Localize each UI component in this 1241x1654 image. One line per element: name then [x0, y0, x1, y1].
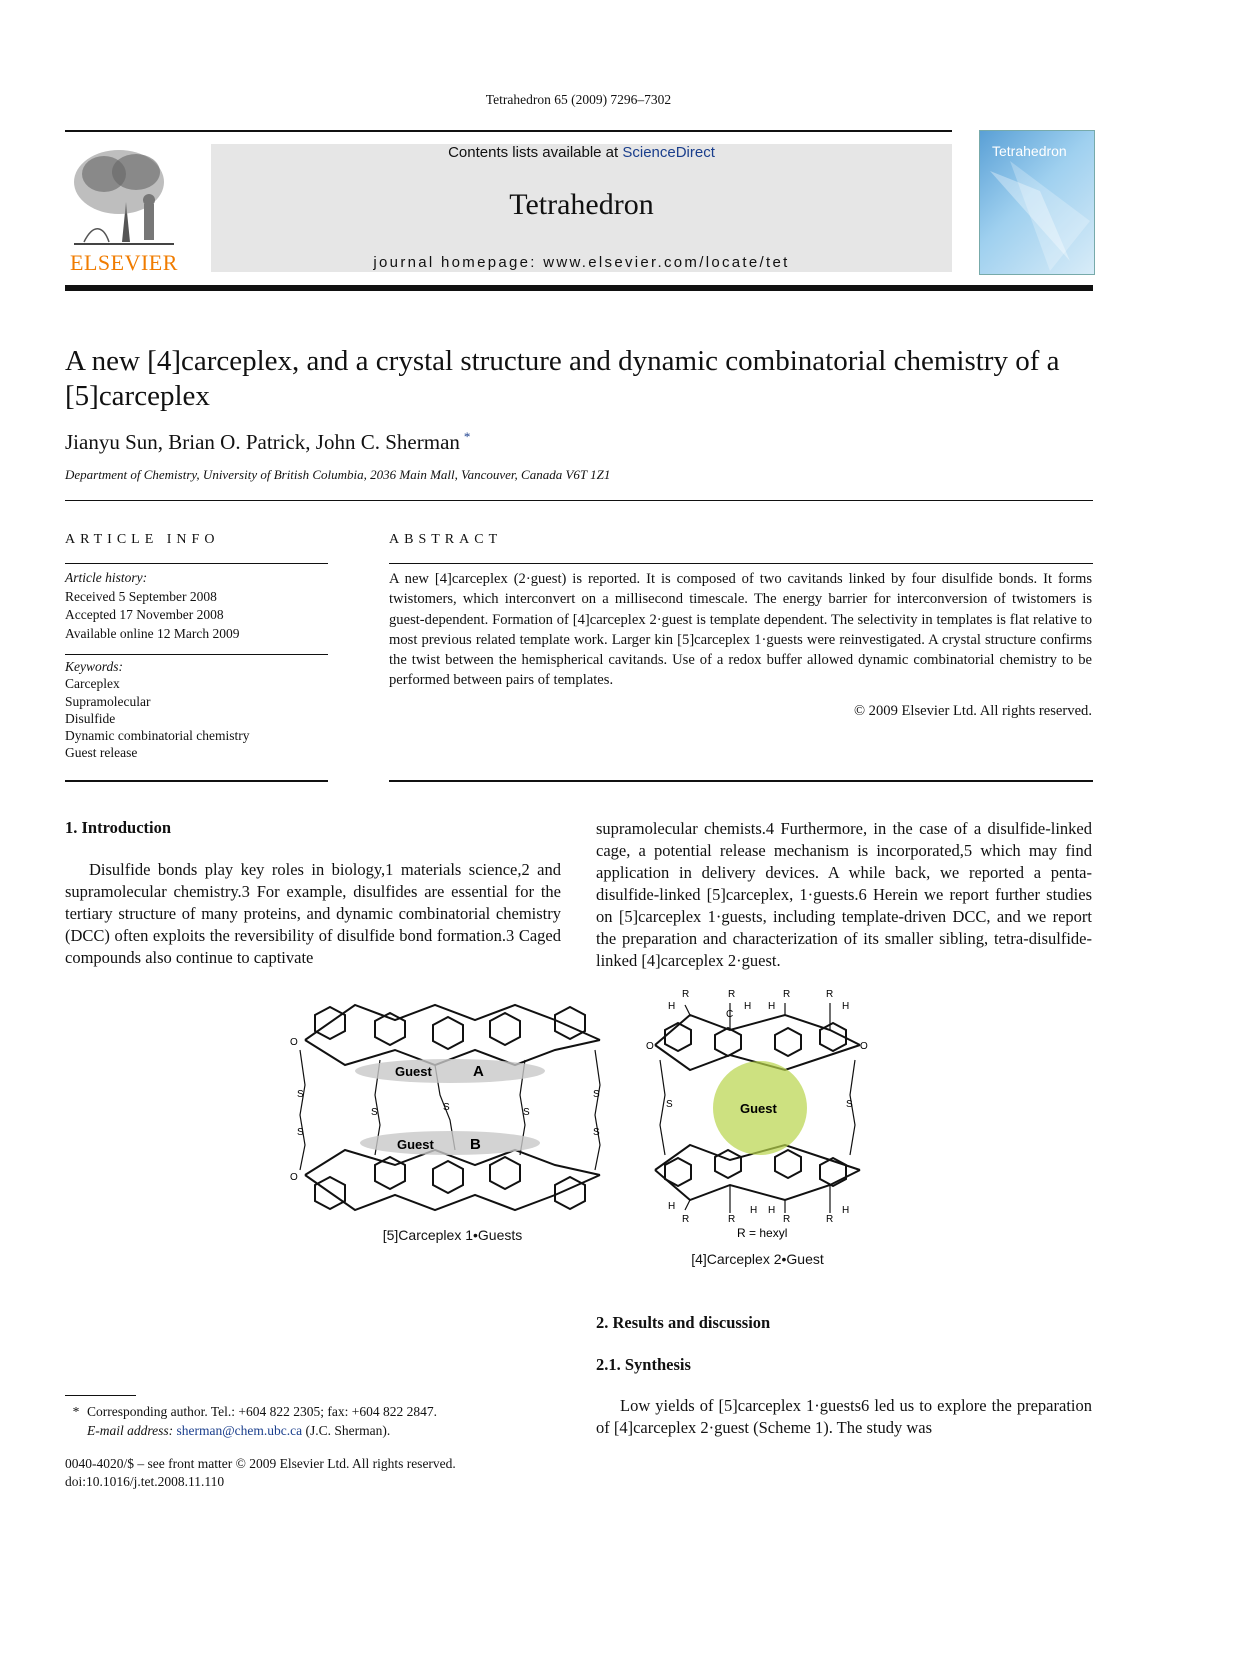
intro-paragraph-2: supramolecular chemists.4 Furthermore, in the case of a disulfide-linked cage, a potential release mechanism is incorporated,5 which may find application in delivery devices. A while back, we reported a penta-disulfide-linked [5]carceplex, 1·guests.6 Herein we report further studies on [5]carceplex 1·guests, including template-driven DCC, and we report the preparation and characterization of its smaller sibling, tetra-disulfide-linked [4]carceplex 2·guest.	[596, 819, 1092, 970]
article-history	[65, 569, 328, 643]
sulfur-label: S	[443, 1102, 450, 1113]
h-label: H	[842, 1001, 850, 1012]
guest-a-letter: A	[473, 1063, 484, 1080]
results-heading: 2. Results and discussion	[596, 1313, 771, 1332]
r-label: R	[728, 1214, 736, 1225]
abstract-heading: ABSTRACT	[389, 532, 503, 547]
guest-a-label: Guest	[395, 1064, 432, 1079]
corresponding-author-mark[interactable]: *	[463, 429, 471, 444]
cover-title: Tetrahedron	[992, 143, 1067, 159]
guest-b-label: Guest	[397, 1137, 434, 1152]
front-matter-line: 0040-4020/$ – see front matter © 2009 Elsevier Ltd. All rights reserved.	[65, 1456, 456, 1471]
oxygen-label: O	[290, 1172, 298, 1183]
abstract-copyright: © 2009 Elsevier Ltd. All rights reserved.	[853, 703, 1092, 719]
r-label: R	[826, 1214, 834, 1225]
history-label: Article history:	[65, 570, 148, 585]
h-label: H	[842, 1205, 850, 1216]
footnote-block	[65, 1402, 561, 1440]
journal-title: Tetrahedron	[509, 188, 654, 221]
sulfur-label: S	[846, 1099, 853, 1110]
carceplex-4-structure	[640, 985, 875, 1267]
email-suffix: (J.C. Sherman).	[305, 1423, 391, 1438]
sulfur-label: S	[593, 1127, 600, 1138]
carceplex-5-structure	[285, 985, 620, 1250]
history-online: Available online 12 March 2009	[65, 625, 240, 641]
h-label: H	[744, 1001, 752, 1012]
contents-line	[211, 144, 952, 162]
h-label: H	[668, 1001, 676, 1012]
sulfur-label: S	[593, 1089, 600, 1100]
email-link[interactable]: sherman@chem.ubc.ca	[176, 1423, 303, 1438]
c-label: C	[726, 1009, 734, 1020]
h-label: H	[750, 1205, 758, 1216]
keyword: Carceplex	[65, 676, 120, 692]
history-accepted: Accepted 17 November 2008	[65, 607, 224, 622]
article-info-heading: ARTICLE INFO	[65, 532, 220, 547]
sulfur-label: S	[297, 1089, 304, 1100]
keyword: Dynamic combinatorial chemistry	[65, 728, 250, 744]
keywords-label: Keywords:	[65, 659, 123, 674]
synthesis-heading: 2.1. Synthesis	[596, 1355, 691, 1374]
elsevier-logo	[64, 142, 184, 274]
sulfur-label: S	[371, 1107, 378, 1118]
corresponding-note	[65, 1402, 561, 1421]
r-label: R	[728, 989, 736, 1000]
sulfur-label: S	[666, 1099, 673, 1110]
keywords-rule	[65, 654, 328, 655]
history-received: Received 5 September 2008	[65, 588, 217, 604]
authors: Jianyu Sun, Brian O. Patrick, John C. Sherman	[65, 430, 460, 454]
affiliation: Department of Chemistry, University of British Columbia, 2036 Main Mall, Vancouver, Canada V6T 1Z1	[65, 467, 611, 482]
oxygen-label: O	[290, 1037, 298, 1048]
carceplex-5-diagram	[285, 985, 620, 1250]
contents-prefix: Contents lists available at	[448, 144, 623, 161]
guest-b-letter: B	[470, 1136, 481, 1153]
email-label: E-mail address:	[87, 1423, 174, 1438]
doi-line[interactable]: doi:10.1016/j.tet.2008.11.110	[65, 1473, 225, 1489]
carceplex-4-caption: [4]Carceplex 2•Guest	[691, 1251, 824, 1267]
intro-paragraph-1: Disulfide bonds play key roles in biology,1 materials science,2 and supramolecular chemistry.3 For example, disulfides are essential for the tertiary structure of many proteins, and dynamic combinatorial chemistry (DCC) often exploits the reversibility of disulfide bond formation.3 Caged compounds also continue to captivate	[65, 860, 561, 967]
oxygen-label: O	[646, 1041, 654, 1052]
email-note	[65, 1421, 561, 1440]
front-matter	[65, 1455, 456, 1490]
guest-label: Guest	[740, 1101, 777, 1116]
r-label: R	[783, 989, 791, 1000]
h-label: H	[768, 1001, 776, 1012]
elsevier-wordmark: ELSEVIER	[70, 250, 178, 275]
synthesis-paragraph: Low yields of [5]carceplex 1·guests6 led us to explore the preparation of [4]carceplex 2·guest (Scheme 1). The study was	[596, 1396, 1092, 1437]
abstract-text: A new [4]carceplex (2·guest) is reported. It is composed of two cavitands linked by four disulfide bonds. It forms twistomers, which interconvert on a millisecond timescale. The energy barrier for interconversion of twistomers is guest-dependent. Formation of [4]carceplex 2·guest is template dependent. The selectivity in templates is flat relative to most previous related template work. Larger kin [5]carceplex 1·guests were reinvestigated. A crystal structure confirms the twist between the hemispherical cavitands. Use of a redox buffer allowed dynamic combinatorial chemistry to be performed between pairs of templates.	[389, 571, 1092, 689]
h-label: H	[668, 1201, 676, 1212]
r-label: R	[682, 989, 690, 1000]
abstract-bottom-rule	[389, 780, 1093, 782]
abstract-rule	[389, 563, 1093, 564]
journal-citation: Tetrahedron 65 (2009) 7296–7302	[485, 92, 672, 107]
oxygen-label: O	[860, 1041, 868, 1052]
header-bottom-rule	[65, 285, 1093, 291]
carceplex-5-caption: [5]Carceplex 1•Guests	[382, 1227, 523, 1243]
keywords	[65, 658, 328, 762]
keyword: Guest release	[65, 745, 138, 761]
footnote-rule	[65, 1395, 136, 1396]
h-label: H	[768, 1205, 776, 1216]
r-label: R	[826, 989, 834, 1000]
elsevier-tree-icon	[64, 142, 184, 252]
article-info-rule	[65, 563, 328, 564]
keyword: Supramolecular	[65, 693, 151, 709]
affiliation-rule	[65, 500, 1093, 501]
journal-header-box	[211, 144, 952, 272]
article-info-bottom-rule	[65, 780, 328, 782]
intro-heading: 1. Introduction	[65, 818, 172, 837]
article-title: A new [4]carceplex, and a crystal structure and dynamic combinatorial chemistry of a [5]carceplex	[65, 345, 1060, 412]
keyword: Disulfide	[65, 710, 116, 726]
carceplex-4-diagram	[640, 985, 875, 1250]
author-list	[65, 429, 470, 455]
r-equals-hexyl: R = hexyl	[737, 1226, 788, 1240]
r-label: R	[783, 1214, 791, 1225]
corresponding-text: Corresponding author. Tel.: +604 822 2305; fax: +604 822 2847.	[87, 1404, 438, 1419]
sulfur-label: S	[523, 1107, 530, 1118]
r-label: R	[682, 1214, 690, 1225]
journal-homepage[interactable]: journal homepage: www.elsevier.com/locate/tet	[373, 254, 790, 271]
journal-cover-image	[979, 130, 1095, 275]
sulfur-label: S	[297, 1127, 304, 1138]
sciencedirect-link[interactable]: ScienceDirect	[622, 144, 715, 161]
header-top-rule	[65, 130, 952, 132]
footnote-star: *	[72, 1404, 80, 1419]
